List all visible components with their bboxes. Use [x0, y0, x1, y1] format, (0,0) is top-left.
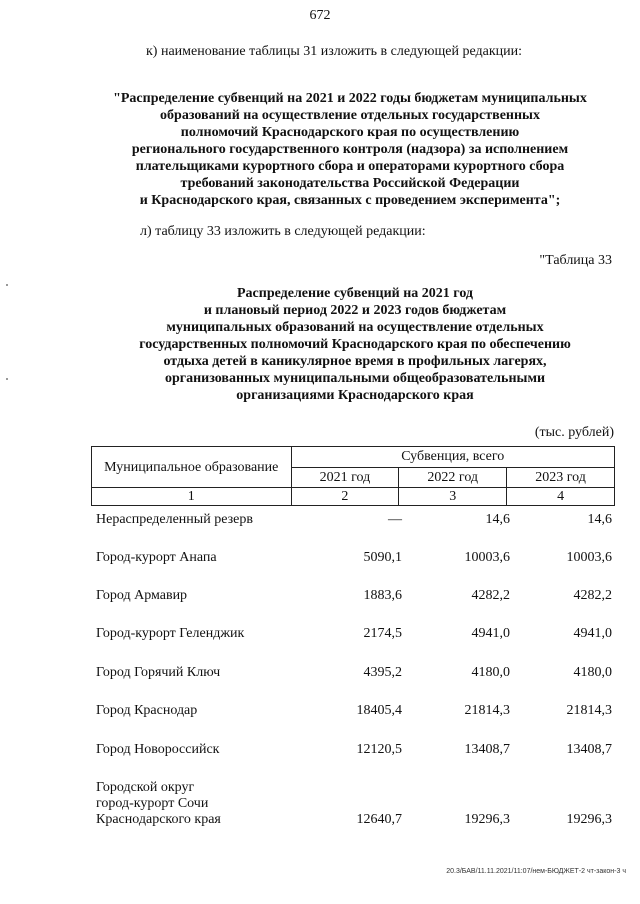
value-2022: 21814,3	[464, 703, 510, 718]
value-2021: 5090,1	[363, 550, 402, 565]
title-line: образований на осуществление отдельных государственных	[160, 108, 540, 123]
municipality-name: Город-курорт Геленджик	[96, 626, 245, 641]
value-2023: 19296,3	[566, 812, 612, 827]
table33-title	[95, 285, 615, 404]
title-line: организованных муниципальными общеобразовательными	[164, 371, 546, 386]
value-2021: —	[388, 512, 402, 527]
value-2021: 1883,6	[363, 588, 402, 603]
table-header	[91, 446, 615, 506]
title-line: и Краснодарского края, связанных с проведением эксперимента";	[139, 193, 561, 208]
item-l-text: л) таблицу 33 изложить в следующей редакции:	[140, 224, 426, 239]
header-year-2023: 2023 год	[507, 467, 615, 488]
value-2022: 4282,2	[471, 588, 510, 603]
col-number-2: 2	[291, 488, 399, 506]
title-line: муниципальных образований на осуществление отдельных	[166, 320, 544, 335]
margin-mark	[6, 378, 8, 380]
value-2021: 18405,4	[356, 703, 402, 718]
municipality-name: Город Горячий Ключ	[96, 665, 221, 680]
col-number-3: 3	[399, 488, 507, 506]
municipality-name: Нераспределенный резерв	[96, 512, 253, 527]
title-line: отдыха детей в каникулярное время в профильных лагерях,	[163, 354, 547, 369]
table31-title	[80, 90, 620, 209]
value-2022: 10003,6	[464, 550, 510, 565]
municipality-name: Город Армавир	[96, 588, 188, 603]
value-2023: 21814,3	[566, 703, 612, 718]
header-year-2021: 2021 год	[291, 467, 399, 488]
table33-label: "Таблица 33	[539, 253, 612, 268]
header-municipality: Муниципальное образование	[92, 447, 292, 488]
municipality-name: Город Краснодар	[96, 703, 198, 718]
value-2023: 4941,0	[573, 626, 612, 641]
title-line: "Распределение субвенций на 2021 и 2022 годы бюджетам муниципальных	[113, 91, 587, 106]
value-2023: 14,6	[587, 512, 612, 527]
title-line: регионального государственного контроля (надзора) за исполнением	[131, 142, 569, 157]
item-k-text: к) наименование таблицы 31 изложить в следующей редакции:	[146, 44, 522, 59]
title-line: организациями Краснодарского края	[236, 388, 474, 403]
value-2021: 12120,5	[356, 742, 402, 757]
title-line: Распределение субвенций на 2021 год	[237, 286, 473, 301]
footer-code: 20.3/БАВ/11.11.2021/11:07/нем-БЮДЖЕТ-2 чт-закон-3 ч	[446, 868, 626, 875]
value-2023: 4180,0	[573, 665, 612, 680]
title-line: и плановый период 2022 и 2023 годов бюджетам	[203, 303, 507, 318]
header-subvention: Субвенция, всего	[291, 447, 615, 468]
margin-mark	[6, 284, 8, 286]
value-2022: 4180,0	[471, 665, 510, 680]
value-2023: 10003,6	[566, 550, 612, 565]
page-number: 672	[309, 8, 331, 23]
title-line: плательщиками курортного сбора и операторами курортного сбора	[135, 159, 565, 174]
value-2022: 19296,3	[464, 812, 510, 827]
municipality-name: Городской округ город-курорт Сочи Краснодарского края	[96, 780, 221, 827]
col-number-4: 4	[507, 488, 615, 506]
value-2021: 2174,5	[363, 626, 402, 641]
units-label: (тыс. рублей)	[534, 425, 614, 440]
col-number-1: 1	[92, 488, 292, 506]
title-line: требований законодательства Российской Федерации	[180, 176, 520, 191]
title-line: государственных полномочий Краснодарского края по обеспечению	[139, 337, 571, 352]
header-year-2022: 2022 год	[399, 467, 507, 488]
value-2022: 13408,7	[464, 742, 510, 757]
value-2023: 4282,2	[573, 588, 612, 603]
value-2022: 4941,0	[471, 626, 510, 641]
title-line: полномочий Краснодарского края по осуществлению	[180, 125, 520, 140]
value-2022: 14,6	[485, 512, 510, 527]
value-2021: 4395,2	[363, 665, 402, 680]
value-2023: 13408,7	[566, 742, 612, 757]
value-2021: 12640,7	[356, 812, 402, 827]
municipality-name: Город Новороссийск	[96, 742, 220, 757]
municipality-name: Город-курорт Анапа	[96, 550, 217, 565]
